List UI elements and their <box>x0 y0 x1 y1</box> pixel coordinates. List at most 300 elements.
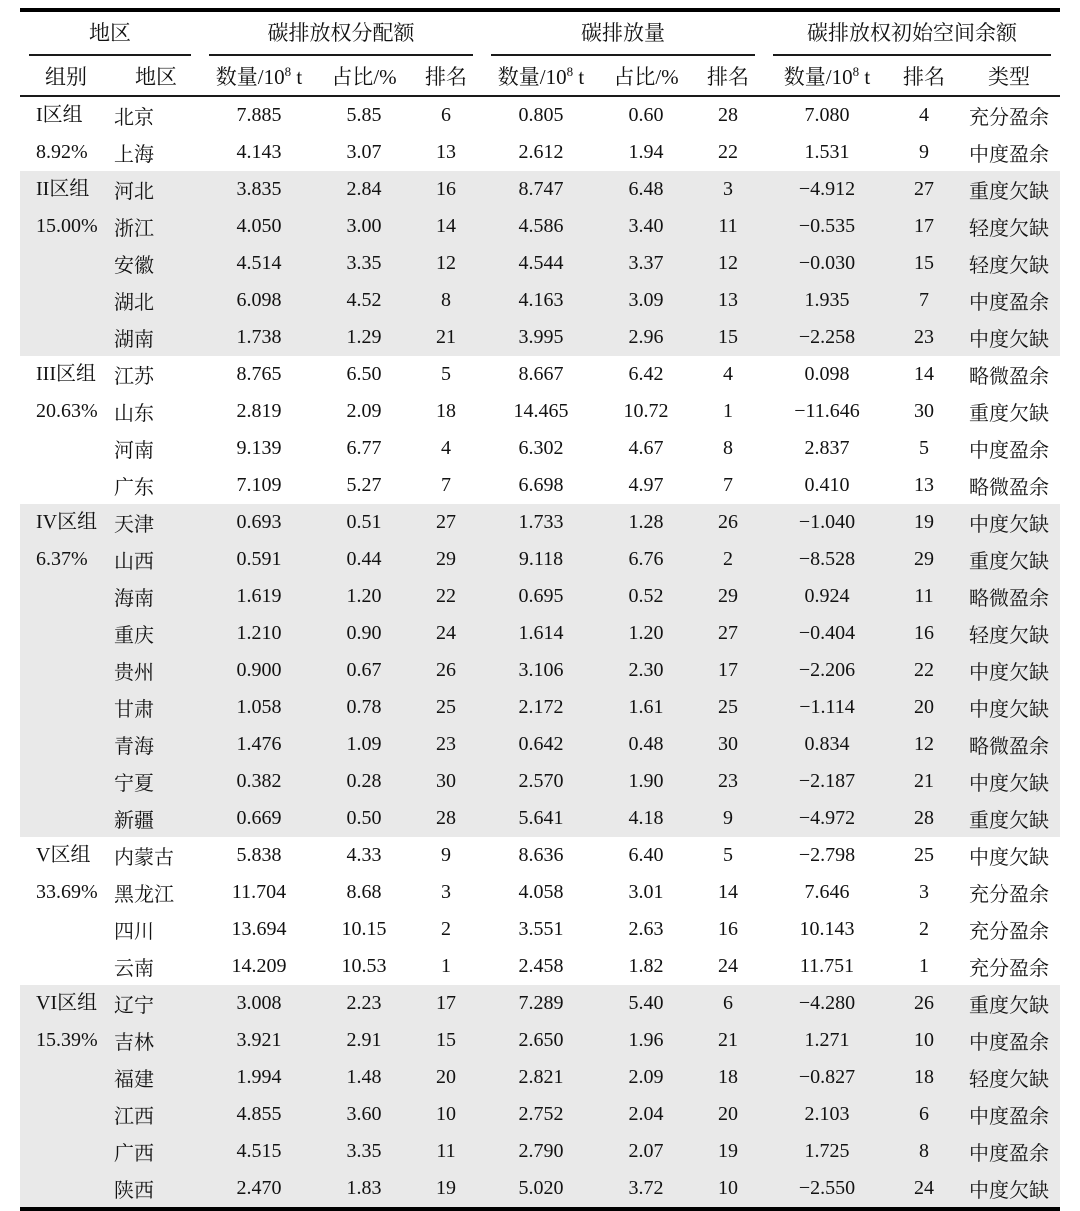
balance-type-cell: 中度欠缺 <box>958 319 1060 356</box>
emission-rank-cell: 7 <box>723 474 733 496</box>
emission-quantity-cell: 9.118 <box>482 541 600 578</box>
alloc-share-cell: 4.52 <box>318 282 410 319</box>
alloc-rank-cell: 24 <box>410 615 482 652</box>
region-cell: 河北 <box>112 171 200 208</box>
alloc-quantity-cell: 6.098 <box>200 282 318 319</box>
balance-quantity-cell: −8.528 <box>764 541 890 578</box>
alloc-share-cell: 0.50 <box>318 800 410 837</box>
group-name: III区组 <box>36 363 96 385</box>
region-cell: 安徽 <box>112 245 200 282</box>
alloc-quantity-cell: 4.515 <box>200 1133 318 1170</box>
region-cell: 广西 <box>112 1133 200 1170</box>
region-cell: 湖南 <box>112 319 200 356</box>
alloc-rank-cell: 30 <box>410 763 482 800</box>
alloc-rank-cell: 27 <box>410 504 482 541</box>
balance-rank-cell: 22 <box>890 652 958 689</box>
quantity-unit-base: 数量/10 <box>215 64 285 89</box>
table-row <box>20 319 1060 356</box>
table-row <box>20 652 1060 689</box>
subheader-alloc-rank: 排名 <box>410 56 482 96</box>
region-cell: 浙江 <box>112 208 200 245</box>
alloc-rank-cell: 2 <box>441 918 451 940</box>
table-row <box>20 985 1060 1022</box>
emission-quantity-cell: 3.995 <box>482 319 600 356</box>
alloc-quantity-cell: 0.382 <box>200 763 318 800</box>
alloc-quantity-cell: 0.591 <box>200 541 318 578</box>
balance-type-cell: 略微盈余 <box>969 477 1049 499</box>
emission-rank-cell: 20 <box>692 1096 764 1133</box>
emission-rank-cell: 29 <box>692 578 764 615</box>
region-cell: 辽宁 <box>112 985 200 1022</box>
emission-share-cell: 6.40 <box>628 844 664 866</box>
quantity-unit-exponent: 8 <box>284 63 292 79</box>
emission-share-cell: 3.37 <box>600 245 692 282</box>
balance-type-cell: 中度欠缺 <box>969 847 1049 869</box>
balance-type-cell: 中度盈余 <box>958 282 1060 319</box>
colgroup-emission-label: 碳排放量 <box>491 12 755 56</box>
alloc-rank-cell: 5 <box>441 363 451 385</box>
table-row <box>20 1133 1060 1170</box>
region-cell: 内蒙古 <box>114 847 174 869</box>
alloc-rank-cell: 21 <box>410 319 482 356</box>
balance-rank-cell: 19 <box>890 504 958 541</box>
emission-quantity-cell: 8.747 <box>482 171 600 208</box>
alloc-quantity-cell: 13.694 <box>231 918 287 940</box>
balance-quantity-cell: 0.924 <box>764 578 890 615</box>
balance-rank-cell: 21 <box>890 763 958 800</box>
alloc-share-cell: 10.15 <box>341 918 387 940</box>
balance-type-cell: 中度欠缺 <box>958 763 1060 800</box>
colgroup-emission <box>482 10 764 56</box>
group-label-cell <box>20 96 112 171</box>
balance-rank-cell: 2 <box>919 918 929 940</box>
quantity-unit-suffix: t <box>291 64 303 89</box>
emission-share-cell: 5.40 <box>600 985 692 1022</box>
group-label-cell <box>20 356 112 504</box>
balance-type-cell: 中度欠缺 <box>958 652 1060 689</box>
alloc-quantity-cell: 0.693 <box>200 504 318 541</box>
region-cell: 河南 <box>114 440 154 462</box>
alloc-rank-cell: 29 <box>410 541 482 578</box>
emission-rank-cell: 10 <box>692 1170 764 1209</box>
table-row <box>20 874 1060 911</box>
balance-quantity-cell: −4.280 <box>764 985 890 1022</box>
alloc-rank-cell: 9 <box>441 844 451 866</box>
colgroup-allocation <box>200 10 482 56</box>
subheader-emission-quantity <box>482 56 600 96</box>
emission-quantity-cell: 4.544 <box>482 245 600 282</box>
quantity-unit-exponent: 8 <box>566 63 574 79</box>
region-cell: 湖北 <box>112 282 200 319</box>
emission-share-cell: 3.09 <box>600 282 692 319</box>
alloc-quantity-cell: 0.900 <box>200 652 318 689</box>
alloc-rank-cell: 7 <box>441 474 451 496</box>
group-share: 15.39% <box>36 1029 98 1051</box>
alloc-rank-cell: 6 <box>441 104 451 126</box>
emission-rank-cell: 12 <box>692 245 764 282</box>
table-row <box>20 763 1060 800</box>
balance-type-cell: 重度欠缺 <box>958 985 1060 1022</box>
emission-quantity-cell: 1.614 <box>482 615 600 652</box>
emission-quantity-cell: 2.821 <box>482 1059 600 1096</box>
region-cell: 天津 <box>112 504 200 541</box>
group-label-cell <box>20 837 112 985</box>
balance-type-cell: 重度欠缺 <box>969 403 1049 425</box>
subheader-balance-type: 类型 <box>958 56 1060 96</box>
balance-type-cell: 轻度欠缺 <box>958 245 1060 282</box>
balance-quantity-cell: −2.187 <box>764 763 890 800</box>
alloc-quantity-cell: 1.619 <box>200 578 318 615</box>
emission-share-cell: 6.48 <box>600 171 692 208</box>
emission-quantity-cell: 4.586 <box>482 208 600 245</box>
emission-quantity-cell: 2.752 <box>482 1096 600 1133</box>
group-name: IV区组 <box>36 511 98 533</box>
table-row <box>20 578 1060 615</box>
region-cell: 青海 <box>112 726 200 763</box>
balance-quantity-cell: 10.143 <box>799 918 855 940</box>
alloc-share-cell: 1.83 <box>318 1170 410 1209</box>
alloc-quantity-cell: 4.050 <box>200 208 318 245</box>
balance-rank-cell: 20 <box>890 689 958 726</box>
balance-quantity-cell: 7.646 <box>804 881 850 903</box>
balance-type-cell: 轻度欠缺 <box>958 1059 1060 1096</box>
emission-rank-cell: 21 <box>692 1022 764 1059</box>
balance-quantity-cell: −2.550 <box>764 1170 890 1209</box>
balance-rank-cell: 15 <box>890 245 958 282</box>
balance-rank-cell: 9 <box>919 141 929 163</box>
alloc-quantity-cell: 2.819 <box>236 400 282 422</box>
balance-rank-cell: 25 <box>914 844 934 866</box>
table-body <box>20 96 1060 1209</box>
alloc-quantity-cell: 1.738 <box>200 319 318 356</box>
balance-quantity-cell: −0.404 <box>764 615 890 652</box>
emission-share-cell: 4.18 <box>600 800 692 837</box>
balance-quantity-cell: −1.040 <box>764 504 890 541</box>
region-cell: 山东 <box>114 403 154 425</box>
balance-quantity-cell: 1.725 <box>764 1133 890 1170</box>
balance-type-cell: 充分盈余 <box>969 107 1049 129</box>
alloc-quantity-cell: 7.109 <box>236 474 282 496</box>
balance-quantity-cell: −0.030 <box>764 245 890 282</box>
balance-quantity-cell: 2.837 <box>804 437 850 459</box>
alloc-share-cell: 2.09 <box>346 400 382 422</box>
balance-rank-cell: 8 <box>890 1133 958 1170</box>
balance-quantity-cell: 2.103 <box>764 1096 890 1133</box>
quantity-unit-exponent: 8 <box>852 63 860 79</box>
balance-type-cell: 中度盈余 <box>958 1096 1060 1133</box>
emission-rank-cell: 11 <box>692 208 764 245</box>
alloc-quantity-cell: 0.669 <box>200 800 318 837</box>
balance-type-cell: 中度盈余 <box>969 144 1049 166</box>
alloc-quantity-cell: 1.210 <box>200 615 318 652</box>
emission-rank-cell: 23 <box>692 763 764 800</box>
balance-rank-cell: 29 <box>890 541 958 578</box>
table-row <box>20 1170 1060 1209</box>
balance-type-cell: 轻度欠缺 <box>958 615 1060 652</box>
balance-rank-cell: 30 <box>914 400 934 422</box>
balance-quantity-cell: −2.258 <box>764 319 890 356</box>
alloc-share-cell: 0.28 <box>318 763 410 800</box>
emission-rank-cell: 18 <box>692 1059 764 1096</box>
emission-share-cell: 6.76 <box>600 541 692 578</box>
emission-share-cell: 0.60 <box>628 104 664 126</box>
region-cell: 广东 <box>114 477 154 499</box>
alloc-share-cell: 0.90 <box>318 615 410 652</box>
emission-rank-cell: 3 <box>692 171 764 208</box>
subheader-balance-rank: 排名 <box>890 56 958 96</box>
emission-rank-cell: 22 <box>718 141 738 163</box>
alloc-share-cell: 3.35 <box>318 1133 410 1170</box>
table-row <box>20 245 1060 282</box>
alloc-rank-cell: 26 <box>410 652 482 689</box>
emission-rank-cell: 8 <box>723 437 733 459</box>
subheader-balance-quantity <box>764 56 890 96</box>
emission-quantity-cell: 2.172 <box>482 689 600 726</box>
emission-quantity-cell: 6.698 <box>518 474 564 496</box>
alloc-quantity-cell: 1.476 <box>200 726 318 763</box>
balance-quantity-cell: −4.972 <box>764 800 890 837</box>
balance-quantity-cell: −2.206 <box>764 652 890 689</box>
alloc-rank-cell: 14 <box>410 208 482 245</box>
table-row <box>20 911 1060 948</box>
balance-type-cell: 中度盈余 <box>958 1022 1060 1059</box>
emission-quantity-cell: 2.790 <box>482 1133 600 1170</box>
alloc-quantity-cell: 3.008 <box>200 985 318 1022</box>
balance-rank-cell: 28 <box>890 800 958 837</box>
carbon-allocation-table <box>20 8 1060 1211</box>
region-cell: 甘肃 <box>112 689 200 726</box>
balance-quantity-cell: 0.834 <box>764 726 890 763</box>
alloc-rank-cell: 4 <box>441 437 451 459</box>
region-cell: 海南 <box>112 578 200 615</box>
emission-rank-cell: 24 <box>718 955 738 977</box>
group-share: 8.92% <box>36 141 88 163</box>
emission-share-cell: 2.07 <box>600 1133 692 1170</box>
alloc-share-cell: 4.33 <box>346 844 382 866</box>
quantity-unit-base: 数量/10 <box>783 64 853 89</box>
balance-quantity-cell: 1.271 <box>764 1022 890 1059</box>
table-row <box>20 689 1060 726</box>
region-cell: 江苏 <box>114 366 154 388</box>
table-row <box>20 171 1060 208</box>
emission-share-cell: 1.82 <box>628 955 664 977</box>
balance-quantity-cell: 11.751 <box>799 955 855 977</box>
emission-rank-cell: 2 <box>692 541 764 578</box>
balance-type-cell: 充分盈余 <box>969 884 1049 906</box>
emission-share-cell: 2.09 <box>600 1059 692 1096</box>
emission-rank-cell: 1 <box>723 400 733 422</box>
balance-rank-cell: 12 <box>890 726 958 763</box>
balance-quantity-cell: −1.114 <box>764 689 890 726</box>
alloc-rank-cell: 22 <box>410 578 482 615</box>
balance-quantity-cell: 1.935 <box>764 282 890 319</box>
alloc-share-cell: 3.35 <box>318 245 410 282</box>
balance-quantity-cell: −11.646 <box>794 400 860 422</box>
balance-rank-cell: 17 <box>890 208 958 245</box>
emission-quantity-cell: 6.302 <box>518 437 564 459</box>
colgroup-balance <box>764 10 1060 56</box>
emission-quantity-cell: 2.458 <box>518 955 564 977</box>
region-cell: 陕西 <box>112 1170 200 1209</box>
emission-rank-cell: 28 <box>718 104 738 126</box>
colgroup-allocation-label: 碳排放权分配额 <box>209 12 473 56</box>
alloc-share-cell: 0.78 <box>318 689 410 726</box>
group-label-cell <box>20 504 112 837</box>
balance-rank-cell: 10 <box>890 1022 958 1059</box>
region-cell: 福建 <box>112 1059 200 1096</box>
emission-share-cell: 10.72 <box>623 400 669 422</box>
emission-share-cell: 0.48 <box>600 726 692 763</box>
table-row <box>20 96 1060 134</box>
emission-share-cell: 0.52 <box>600 578 692 615</box>
balance-quantity-cell: 0.410 <box>804 474 850 496</box>
region-cell: 重庆 <box>112 615 200 652</box>
emission-rank-cell: 17 <box>692 652 764 689</box>
group-label-cell <box>20 985 112 1209</box>
table-row <box>20 726 1060 763</box>
emission-rank-cell: 6 <box>692 985 764 1022</box>
alloc-share-cell: 0.67 <box>318 652 410 689</box>
emission-rank-cell: 13 <box>692 282 764 319</box>
table-row <box>20 1022 1060 1059</box>
emission-share-cell: 1.28 <box>600 504 692 541</box>
balance-type-cell: 充分盈余 <box>969 958 1049 980</box>
emission-share-cell: 3.40 <box>600 208 692 245</box>
subheader-emission-share: 占比/% <box>600 56 692 96</box>
emission-quantity-cell: 7.289 <box>482 985 600 1022</box>
alloc-share-cell: 1.29 <box>318 319 410 356</box>
balance-type-cell: 略微盈余 <box>969 366 1049 388</box>
region-cell: 宁夏 <box>112 763 200 800</box>
emission-share-cell: 2.30 <box>600 652 692 689</box>
table-row <box>20 208 1060 245</box>
emission-quantity-cell: 14.465 <box>513 400 569 422</box>
emission-quantity-cell: 8.667 <box>518 363 564 385</box>
balance-rank-cell: 1 <box>919 955 929 977</box>
emission-rank-cell: 5 <box>723 844 733 866</box>
group-share: 33.69% <box>36 881 98 903</box>
alloc-rank-cell: 18 <box>436 400 456 422</box>
alloc-share-cell: 3.60 <box>318 1096 410 1133</box>
balance-type-cell: 略微盈余 <box>958 726 1060 763</box>
emission-quantity-cell: 2.650 <box>482 1022 600 1059</box>
balance-rank-cell: 6 <box>890 1096 958 1133</box>
emission-rank-cell: 25 <box>692 689 764 726</box>
balance-quantity-cell: −2.798 <box>798 844 856 866</box>
alloc-rank-cell: 15 <box>410 1022 482 1059</box>
emission-share-cell: 1.94 <box>628 141 664 163</box>
alloc-share-cell: 1.48 <box>318 1059 410 1096</box>
balance-type-cell: 略微盈余 <box>958 578 1060 615</box>
balance-quantity-cell: −4.912 <box>764 171 890 208</box>
region-cell: 新疆 <box>112 800 200 837</box>
emission-rank-cell: 9 <box>692 800 764 837</box>
balance-type-cell: 中度欠缺 <box>958 504 1060 541</box>
balance-quantity-cell: 0.098 <box>804 363 850 385</box>
emission-quantity-cell: 0.805 <box>518 104 564 126</box>
alloc-share-cell: 2.91 <box>318 1022 410 1059</box>
colgroup-balance-label: 碳排放权初始空间余额 <box>773 12 1051 56</box>
emission-share-cell: 1.61 <box>600 689 692 726</box>
alloc-rank-cell: 1 <box>441 955 451 977</box>
alloc-share-cell: 2.84 <box>318 171 410 208</box>
quantity-unit-base: 数量/10 <box>497 64 567 89</box>
emission-share-cell: 1.20 <box>600 615 692 652</box>
alloc-rank-cell: 3 <box>441 881 451 903</box>
balance-rank-cell: 13 <box>914 474 934 496</box>
emission-share-cell: 1.90 <box>600 763 692 800</box>
emission-quantity-cell: 2.612 <box>518 141 564 163</box>
balance-type-cell: 重度欠缺 <box>958 541 1060 578</box>
alloc-share-cell: 0.51 <box>318 504 410 541</box>
subheader-group: 组别 <box>20 56 112 96</box>
balance-type-cell: 轻度欠缺 <box>958 208 1060 245</box>
balance-rank-cell: 7 <box>890 282 958 319</box>
group-name: VI区组 <box>36 992 98 1014</box>
emission-quantity-cell: 2.570 <box>482 763 600 800</box>
alloc-rank-cell: 13 <box>436 141 456 163</box>
region-cell: 上海 <box>114 144 154 166</box>
alloc-quantity-cell: 1.058 <box>200 689 318 726</box>
alloc-quantity-cell: 5.838 <box>236 844 282 866</box>
alloc-quantity-cell: 4.855 <box>200 1096 318 1133</box>
emission-rank-cell: 26 <box>692 504 764 541</box>
group-share: 20.63% <box>36 400 98 422</box>
balance-rank-cell: 4 <box>919 104 929 126</box>
group-share: 15.00% <box>36 215 98 237</box>
group-name: V区组 <box>36 844 91 866</box>
balance-rank-cell: 3 <box>919 881 929 903</box>
table-row <box>20 948 1060 985</box>
subheader-alloc-quantity <box>200 56 318 96</box>
subheader-region: 地区 <box>112 56 200 96</box>
alloc-quantity-cell: 3.835 <box>200 171 318 208</box>
emission-quantity-cell: 8.636 <box>518 844 564 866</box>
table-row <box>20 134 1060 171</box>
alloc-rank-cell: 23 <box>410 726 482 763</box>
table-row <box>20 467 1060 504</box>
alloc-quantity-cell: 4.514 <box>200 245 318 282</box>
alloc-rank-cell: 11 <box>410 1133 482 1170</box>
alloc-quantity-cell: 11.704 <box>231 881 287 903</box>
region-cell: 四川 <box>114 921 154 943</box>
table-row <box>20 1096 1060 1133</box>
alloc-share-cell: 3.00 <box>318 208 410 245</box>
group-label-cell <box>20 171 112 356</box>
alloc-share-cell: 8.68 <box>346 881 382 903</box>
balance-type-cell: 重度欠缺 <box>958 800 1060 837</box>
alloc-quantity-cell: 9.139 <box>236 437 282 459</box>
region-cell: 山西 <box>112 541 200 578</box>
alloc-share-cell: 6.77 <box>346 437 382 459</box>
alloc-quantity-cell: 14.209 <box>231 955 287 977</box>
balance-type-cell: 重度欠缺 <box>958 171 1060 208</box>
emission-rank-cell: 27 <box>692 615 764 652</box>
balance-type-cell: 中度欠缺 <box>958 1170 1060 1209</box>
balance-rank-cell: 14 <box>914 363 934 385</box>
emission-share-cell: 2.63 <box>628 918 664 940</box>
region-cell: 北京 <box>114 107 154 129</box>
table-row <box>20 430 1060 467</box>
emission-rank-cell: 14 <box>718 881 738 903</box>
quantity-unit-suffix: t <box>859 64 871 89</box>
balance-rank-cell: 27 <box>890 171 958 208</box>
alloc-share-cell: 6.50 <box>346 363 382 385</box>
emission-share-cell: 4.97 <box>628 474 664 496</box>
balance-type-cell: 中度欠缺 <box>958 689 1060 726</box>
emission-rank-cell: 15 <box>692 319 764 356</box>
alloc-rank-cell: 17 <box>410 985 482 1022</box>
